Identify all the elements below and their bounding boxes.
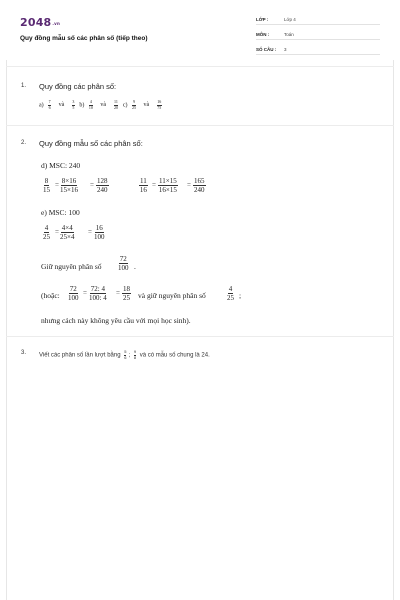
meta-value: 3 — [284, 47, 287, 52]
equals-sign: = — [152, 181, 156, 189]
meta-question-count — [256, 44, 380, 55]
divider — [6, 336, 394, 337]
item-label: a) — [39, 102, 44, 109]
and-word: và — [143, 102, 150, 109]
meta-value: Lớp 4 — [284, 17, 296, 22]
site-logo[interactable] — [20, 16, 60, 29]
or-end: ; — [239, 291, 242, 300]
or-open: (hoặc: — [41, 291, 60, 300]
equals-sign: = — [55, 181, 59, 189]
fraction: $\frac{16}{75}$ — [157, 99, 162, 110]
equals-sign: = — [90, 181, 94, 189]
fraction: $\frac{3}{5}$ — [72, 99, 75, 110]
equals-sign: = — [88, 228, 92, 236]
fraction: $\frac{4}{25}$ — [43, 224, 50, 241]
fraction: $\frac{11}{16}$ — [139, 177, 147, 194]
fraction: $\frac{4\times 4}{25\times 4}$ — [60, 224, 75, 241]
item-label: c) — [122, 102, 128, 109]
or-middle-text: và giữ nguyên phân số — [138, 291, 206, 300]
fraction: $\frac{9}{8}$ — [133, 349, 137, 360]
fraction: $\frac{72}{100}$ — [68, 285, 79, 302]
page-border-left — [6, 60, 7, 600]
logo-sub: .vn — [52, 20, 60, 26]
fraction: $\frac{72}{100}$ — [118, 255, 129, 272]
fraction: $\frac{16}{100}$ — [94, 224, 105, 241]
and-word: và — [58, 102, 65, 109]
question-1-number: 1. — [21, 83, 27, 89]
fraction: $\frac{7}{6}$ — [48, 99, 51, 110]
meta-class — [256, 14, 380, 25]
fraction: $\frac{4}{10}$ — [88, 99, 93, 110]
page-border-right — [393, 60, 394, 600]
equals-sign: = — [55, 228, 59, 236]
fraction: $\frac{128}{240}$ — [97, 177, 108, 194]
part-e-msc: e) MSC: 100 — [41, 208, 80, 217]
part-d-msc: d) MSC: 240 — [41, 161, 81, 170]
meta-key: MÔN : — [256, 32, 270, 37]
meta-subject — [256, 29, 380, 40]
question-1-items — [39, 100, 165, 110]
question-2-text: Quy đồng mẫu số các phân số: — [39, 139, 143, 148]
logo-main: 2048 — [20, 16, 52, 29]
fraction: $\frac{9}{25}$ — [132, 99, 137, 110]
and-word: và — [100, 102, 107, 109]
keep-text: Giữ nguyên phân số — [41, 262, 102, 271]
note-text: nhưng cách này không yêu cầu với mọi học sinh). — [41, 316, 191, 325]
item-label: b) — [79, 102, 85, 109]
fraction: $\frac{11\times 15}{16\times 15}$ — [158, 177, 177, 194]
fraction: $\frac{8}{15}$ — [43, 177, 50, 194]
fraction: $\frac{4}{25}$ — [227, 285, 234, 302]
fraction: $\frac{18}{25}$ — [123, 285, 130, 302]
fraction: $\frac{165}{240}$ — [194, 177, 205, 194]
keep-end: . — [134, 262, 136, 271]
question-3-text: Viết các phân số lần lượt bằng $\frac{5}{6}$ ; $\frac{9}{8}$ và có mẫu số chung là 24. — [39, 349, 210, 360]
question-3-number: 3. — [21, 350, 27, 356]
question-1-text: Quy đồng các phân số: — [39, 82, 117, 91]
fraction: $\frac{72: 4}{100: 4}$ — [89, 285, 107, 302]
equals-sign: = — [187, 181, 191, 189]
equals-sign: = — [116, 289, 120, 297]
divider — [6, 66, 394, 67]
equals-sign: = — [83, 289, 87, 297]
question-2-number: 2. — [21, 140, 27, 146]
fraction: $\frac{8\times 16}{15\times 16}$ — [60, 177, 78, 194]
fraction: $\frac{11}{20}$ — [113, 99, 118, 110]
page-title: Quy đồng mẫu số các phân số (tiếp theo) — [20, 35, 148, 42]
divider — [6, 125, 394, 126]
meta-key: LỚP : — [256, 17, 269, 22]
meta-key: SỐ CÂU : — [256, 47, 277, 52]
meta-value: Toán — [284, 32, 294, 37]
fraction: $\frac{5}{6}$ — [124, 349, 127, 360]
